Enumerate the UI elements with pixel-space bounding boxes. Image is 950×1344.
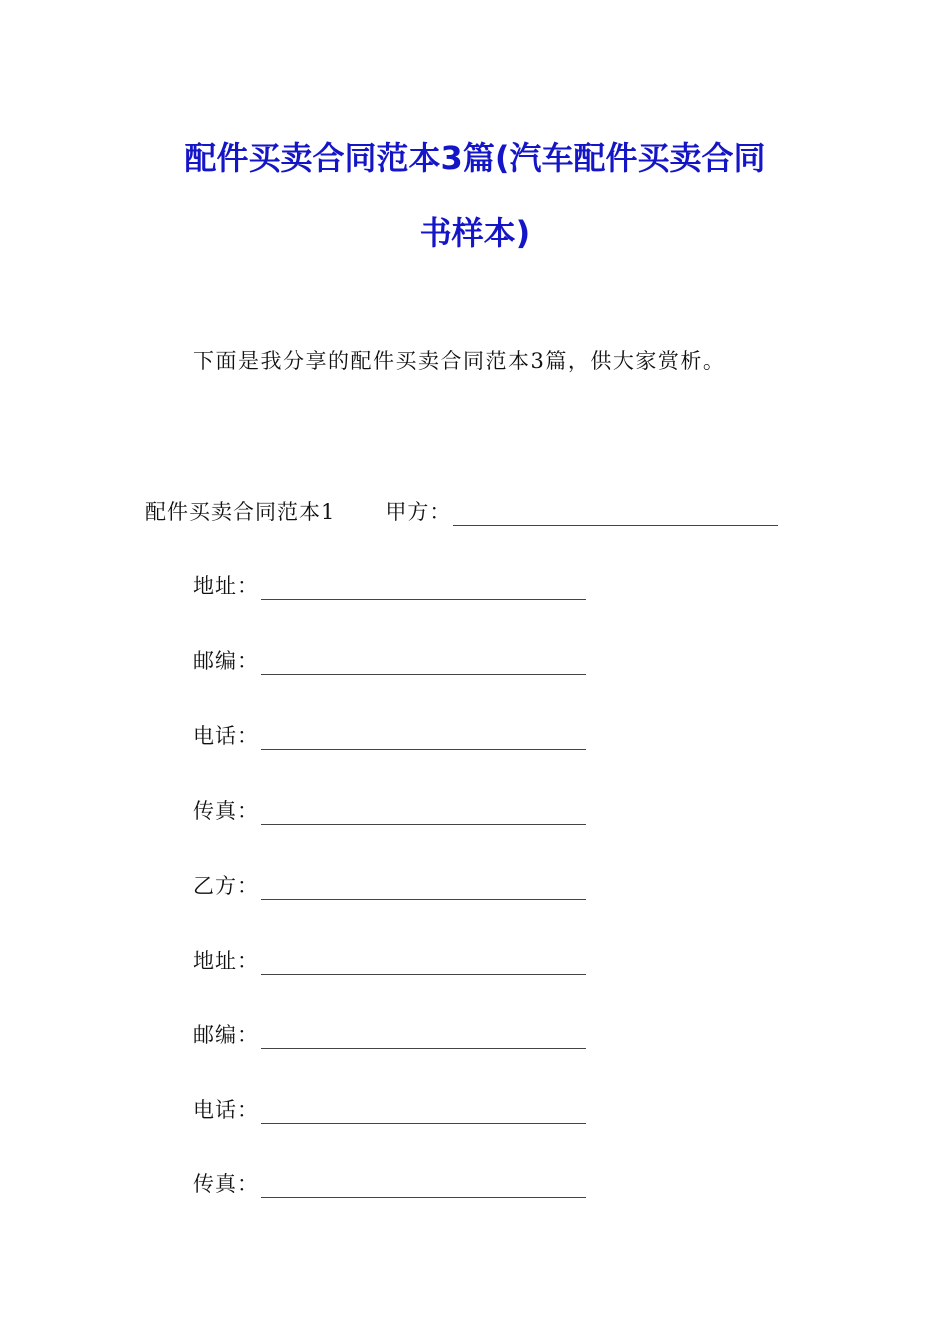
field-label: 传真： [193,1172,259,1196]
field-label: 电话： [193,724,259,748]
field-postcode-b [193,1019,586,1049]
field-blank-line [261,1105,586,1124]
field-label: 邮编： [193,1023,259,1047]
contract-1-heading: 配件买卖合同范本1 [145,500,336,524]
field-phone-a [193,720,586,750]
field-fax-b [193,1168,586,1198]
field-label: 电话： [193,1098,259,1122]
field-label: 邮编： [193,649,259,673]
field-blank-line [261,881,586,900]
document-title-line-1: 配件买卖合同范本3篇(汽车配件买卖合同 [184,139,766,177]
field-address-a [193,570,586,600]
field-blank-line [261,1179,586,1198]
field-blank-line [261,731,586,750]
field-label: 传真： [193,799,259,823]
party-a-label: 甲方： [385,500,452,524]
field-address-b [193,945,586,975]
field-blank-line [261,581,586,600]
field-fax-a [193,795,586,825]
field-postcode-a [193,645,586,675]
document-title-line-2: 书样本) [419,214,531,252]
field-blank-line [261,656,586,675]
field-label: 地址： [193,574,259,598]
field-party-b [193,870,586,900]
field-label: 乙方： [193,874,259,898]
field-blank-line [261,956,586,975]
field-label: 地址： [193,949,259,973]
field-blank-line [261,1030,586,1049]
field-blank-line [261,806,586,825]
contract-1-header [145,496,778,526]
field-phone-b [193,1094,586,1124]
party-a-blank-line [453,507,778,526]
intro-paragraph: 下面是我分享的配件买卖合同范本3篇，供大家赏析。 [193,349,726,373]
